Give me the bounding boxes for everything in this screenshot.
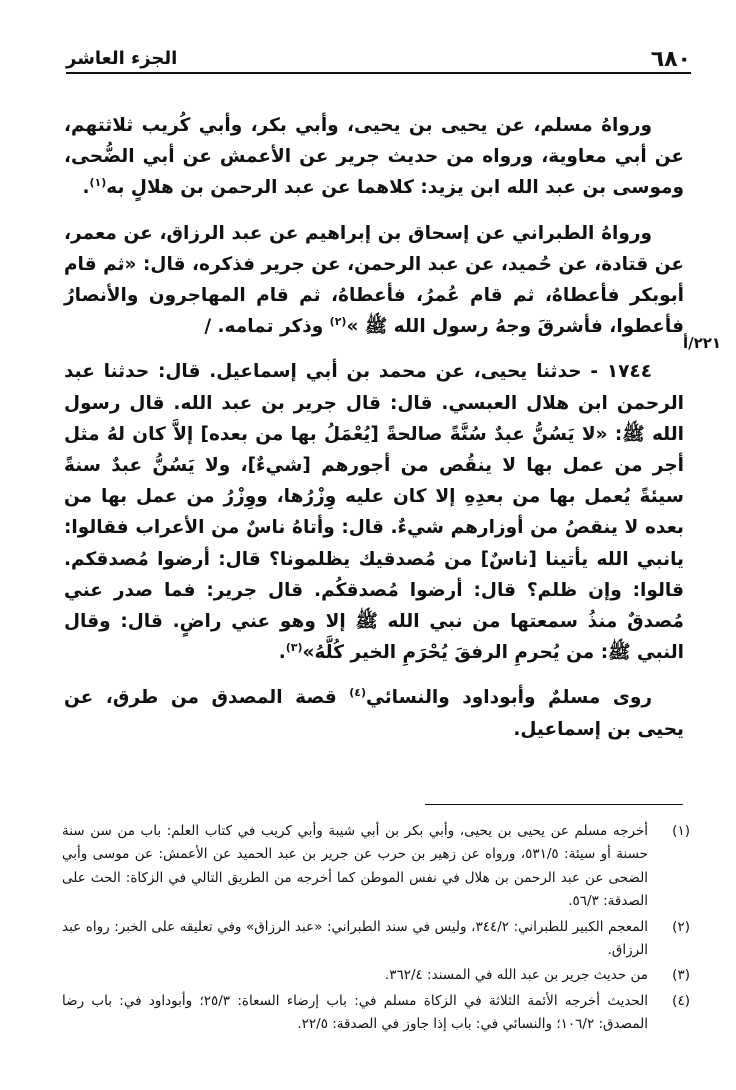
footnote-ref[interactable]: (٢) [329, 315, 347, 329]
paragraph-tail: . [278, 642, 286, 664]
footnote-number: (٣) [672, 967, 690, 984]
footnote-ref[interactable]: (٤) [349, 686, 366, 700]
paragraph [64, 218, 684, 343]
paragraph-text: ورواهُ مسلم، عن يحيى بن يحيى، وأبي بكر، وأبي كُريب ثلاثتهم، عن أبي معاوية، ورواه من حديث جرير عن الأعمش عن أبي الضُّحى، وموسى بن عبد الله ابن يزيد: كلاهما عن عبد الرحمن بن هلالٍ به [64, 115, 684, 199]
paragraph-tail: وذكر تمامه. / [204, 316, 330, 338]
paragraph [64, 110, 684, 204]
paragraph [64, 682, 684, 744]
paragraph-tail: قصة المصدق من طرق، عن يحيى بن إسماعيل. [64, 687, 684, 740]
manuscript-folio-marker: ٢٢١/أ [683, 334, 722, 352]
footnote-text: أخرجه مسلم عن يحيى بن يحيى، وأبي بكر بن أبي شيبة وأبي كريب في كتاب العلم: باب من سن سنة حسنة أو سيئة: ٥٣١/٥، ورواه عن زهير بن حرب عن جرير بن عبد الحميد عن الأعمش: عن موسى وأبي الضحى عن عبد الرحمن بن هلال في نفس الموطن كما أخرجه من الطريق التالي في الزكاة: الحث على الصدقة: ٥٦/٣. [62, 823, 648, 910]
footnote-number: (٢) [672, 918, 690, 935]
footnote-number: (٤) [672, 992, 690, 1009]
paragraph-text: ١٧٤٤ - حدثنا يحيى، عن محمد بن أبي إسماعيل. قال: حدثنا عبد الرحمن ابن هلال العبسي. قال: قال جرير بن عبد الله. قال رسول الله ﷺ: «لا يَسُنُّ عبدٌ سُنَّةً صالحةً [يُعْمَلُ بها من بعده] إلاَّ كان لهُ مثل أجر من عمل بها لا ينقُص من أجورهم [شيءٌ]، ولا يَسُنُّ عبدٌ سنةً سيئةً يُعمل بها من بعدِهِ إلا كان عليه وِزْرُها، ووِزْرُ من عمل بها من بعده لا ينقصُ من أوزارهم شيءٌ. قال: وأتاهُ ناسٌ من الأعراب فقالوا: يانبي الله يأتينا [ناسٌ] من مُصدقيك يظلمونا؟ قال: أرضوا مُصدقكم. قالوا: وإن ظلم؟ قال: أرضوا مُصدقكُم. قال جرير: فما صدر عني مُصدقٌ منذُ سمعتها من نبي الله ﷺ إلا وهو عني راضٍ. قال: وقال النبي ﷺ: من يُحرمِ الرفقَ يُحْرَمِ الخير كُلَّهُ» [64, 361, 684, 664]
main-text [64, 110, 684, 745]
footnote [62, 820, 690, 914]
footnote [62, 916, 690, 963]
footnote-ref[interactable]: (١) [89, 176, 107, 190]
paragraph-text: روى مسلمٌ وأبوداود والنسائي [365, 687, 652, 709]
footnote-separator [425, 804, 683, 805]
hadith-paragraph [64, 356, 684, 668]
footnote [62, 964, 690, 987]
footnote-text: المعجم الكبير للطبراني: ٣٤٤/٢، وليس في سند الطبراني: «عبد الرزاق» وفي تعليقه على الخبر: رواه عبد الرزاق. [62, 918, 648, 959]
paragraph-tail: . [82, 177, 90, 199]
footnotes [62, 820, 690, 1039]
footnote-number: (١) [672, 823, 690, 839]
footnote-ref[interactable]: (٣) [285, 641, 303, 655]
footnote-text: من حديث جرير بن عبد الله في المسند: ٣٦٢/٤. [384, 967, 648, 984]
paragraph-text: ورواهُ الطبراني عن إسحاق بن إبراهيم عن عبد الرزاق، عن معمر، عن قتادة، عن حُميد، عن عبد الرحمن، عن جرير فذكره، قال: «ثم قام أبوبكر فأعطاهُ، ثم قام عُمرُ، فأعطاهُ، ثم قام المهاجرون والأنصارُ فأعطوا، فأشرقَ وجهُ رسول الله ﷺ » [64, 222, 684, 338]
page-number: ٦٨٠ [650, 47, 691, 72]
footnote [62, 990, 690, 1037]
footnote-text: الحديث أخرجه الأئمة الثلاثة في الزكاة مسلم في: باب إرضاء السعاة: ٢٥/٣؛ وأبوداود في: باب رضا المصدق: ١٠٦/٢؛ والنسائي في: باب إذا جاوز في الصدقة: ٢٢/٥. [62, 992, 649, 1033]
running-title: الجزء العاشر [66, 48, 178, 69]
page-header [66, 38, 691, 74]
